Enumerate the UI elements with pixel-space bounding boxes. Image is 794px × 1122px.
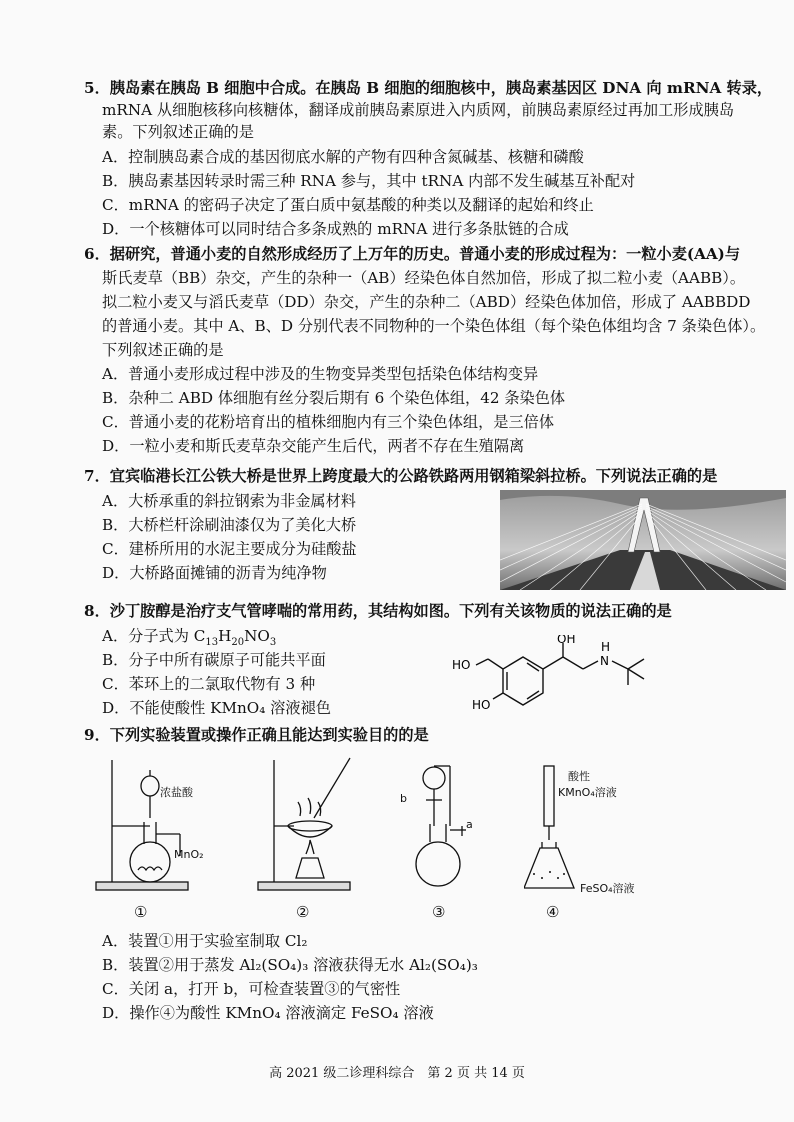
q7-option-d: D．大桥路面摊铺的沥青为纯净物: [102, 564, 327, 582]
q8-a-prefix: A．分子式为 C: [102, 627, 206, 645]
q9-option-d: D．操作④为酸性 KMnO₄ 溶液滴定 FeSO₄ 溶液: [102, 1004, 434, 1022]
q5-stem-line2: mRNA 从细胞核移向核糖体，翻译成前胰岛素原进入内质网，前胰岛素原经过再加工形成胰岛: [102, 101, 735, 119]
q8-a-sub-h: 20: [231, 637, 245, 649]
q9-option-c: C．关闭 a，打开 b，可检查装置③的气密性: [102, 980, 401, 998]
q7-option-b: B．大桥栏杆涂刷油漆仅为了美化大桥: [102, 516, 357, 534]
q5-stem-line1: 5．胰岛素在胰岛 B 细胞中合成。在胰岛 B 细胞的细胞核中，胰岛素基因区 DNA 向 mRNA 转录，: [84, 79, 773, 97]
apparatus-1-chlorine-generator: [92, 756, 202, 896]
caption-3: ③: [432, 903, 446, 921]
label-acidic: 酸性: [568, 770, 590, 783]
q8-a-no: NO: [244, 627, 270, 645]
struct-oh-top: OH: [557, 635, 576, 646]
label-valve-a: a: [466, 818, 473, 831]
q5-option-d: D．一个核糖体可以同时结合多条成熟的 mRNA 进行多条肽链的合成: [102, 220, 569, 238]
q6-option-d: D．一粒小麦和斯氏麦草杂交能产生后代，两者不存在生殖隔离: [102, 437, 525, 455]
page-footer: 高 2021 级二诊理科综合 第 2 页 共 14 页: [269, 1066, 525, 1081]
caption-2: ②: [296, 903, 310, 921]
q7-option-c: C．建桥所用的水泥主要成分为硅酸盐: [102, 540, 357, 558]
q5-stem-line3: 素。下列叙述正确的是: [102, 123, 254, 141]
q6-stem-line5: 下列叙述正确的是: [102, 341, 224, 359]
q8-a-h: H: [218, 627, 232, 645]
q8-stem: 8．沙丁胺醇是治疗支气管哮喘的常用药，其结构如图。下列有关该物质的说法正确的是: [84, 602, 672, 620]
label-valve-b: b: [400, 792, 407, 805]
q6-stem-line3: 拟二粒小麦又与滔氏麦草（DD）杂交，产生的杂种二（ABD）经染色体加倍，形成了 AABBDD: [102, 293, 751, 311]
q6-option-a: A．普通小麦形成过程中涉及的生物变异类型包括染色体结构变异: [102, 365, 539, 383]
q7-option-a: A．大桥承重的斜拉钢索为非金属材料: [102, 492, 356, 510]
q8-option-d: D．不能使酸性 KMnO₄ 溶液褪色: [102, 699, 331, 717]
q8-a-sub-o: 3: [269, 637, 277, 649]
struct-ho-left: HO: [452, 658, 471, 672]
struct-ho-bottom: HO: [472, 698, 491, 712]
q6-option-b: B．杂种二 ABD 体细胞有丝分裂后期有 6 个染色体组，42 条染色体: [102, 389, 566, 407]
label-kmno4: KMnO₄溶液: [558, 786, 617, 799]
label-feso4: FeSO₄溶液: [580, 882, 635, 895]
q8-option-b: B．分子中所有碳原子可能共平面: [102, 651, 326, 669]
q6-stem-line4: 的普通小麦。其中 A、B、D 分别代表不同物种的一个染色体组（每个染色体组均含 7 条染色体）。: [102, 317, 766, 335]
q6-option-c: C．普通小麦的花粉培育出的植株细胞内有三个染色体组，是三倍体: [102, 413, 555, 431]
q5-option-c: C．mRNA 的密码子决定了蛋白质中氨基酸的种类以及翻译的起始和终止: [102, 196, 594, 214]
q7-stem: 7．宜宾临港长江公铁大桥是世界上跨度最大的公路铁路两用钢箱梁斜拉桥。下列说法正确的是: [84, 467, 718, 485]
q9-option-b: B．装置②用于蒸发 Al₂(SO₄)₃ 溶液获得无水 Al₂(SO₄)₃: [102, 956, 478, 974]
label-conc-hcl: 浓盐酸: [160, 786, 193, 799]
q8-a-sub-c: 13: [205, 637, 219, 649]
q9-option-a: A．装置①用于实验室制取 Cl₂: [102, 932, 308, 950]
q6-stem-line1: 6．据研究，普通小麦的自然形成经历了上万年的历史。普通小麦的形成过程为：一粒小麦(AA)与: [84, 245, 741, 263]
apparatus-2-evaporating-dish: [254, 756, 364, 896]
struct-n: N: [600, 654, 609, 668]
label-mno2: MnO₂: [174, 848, 204, 861]
caption-4: ④: [546, 903, 560, 921]
q6-stem-line2: 斯氏麦草（BB）杂交，产生的杂种一（AB）经染色体自然加倍，形成了拟二粒小麦（AABB）。: [102, 269, 746, 287]
bridge-photo: [500, 490, 786, 590]
q8-option-c: C．苯环上的二氯取代物有 3 种: [102, 675, 316, 693]
struct-h: H: [601, 640, 611, 654]
q5-option-a: A．控制胰岛素合成的基因彻底水解的产物有四种含氮碱基、核糖和磷酸: [102, 148, 584, 166]
q5-option-b: B．胰岛素基因转录时需三种 RNA 参与，其中 tRNA 内部不发生碱基互补配对: [102, 172, 636, 190]
q9-stem: 9．下列实验装置或操作正确且能达到实验目的的是: [84, 726, 429, 744]
caption-1: ①: [134, 903, 148, 921]
salbutamol-structure: [448, 635, 678, 725]
